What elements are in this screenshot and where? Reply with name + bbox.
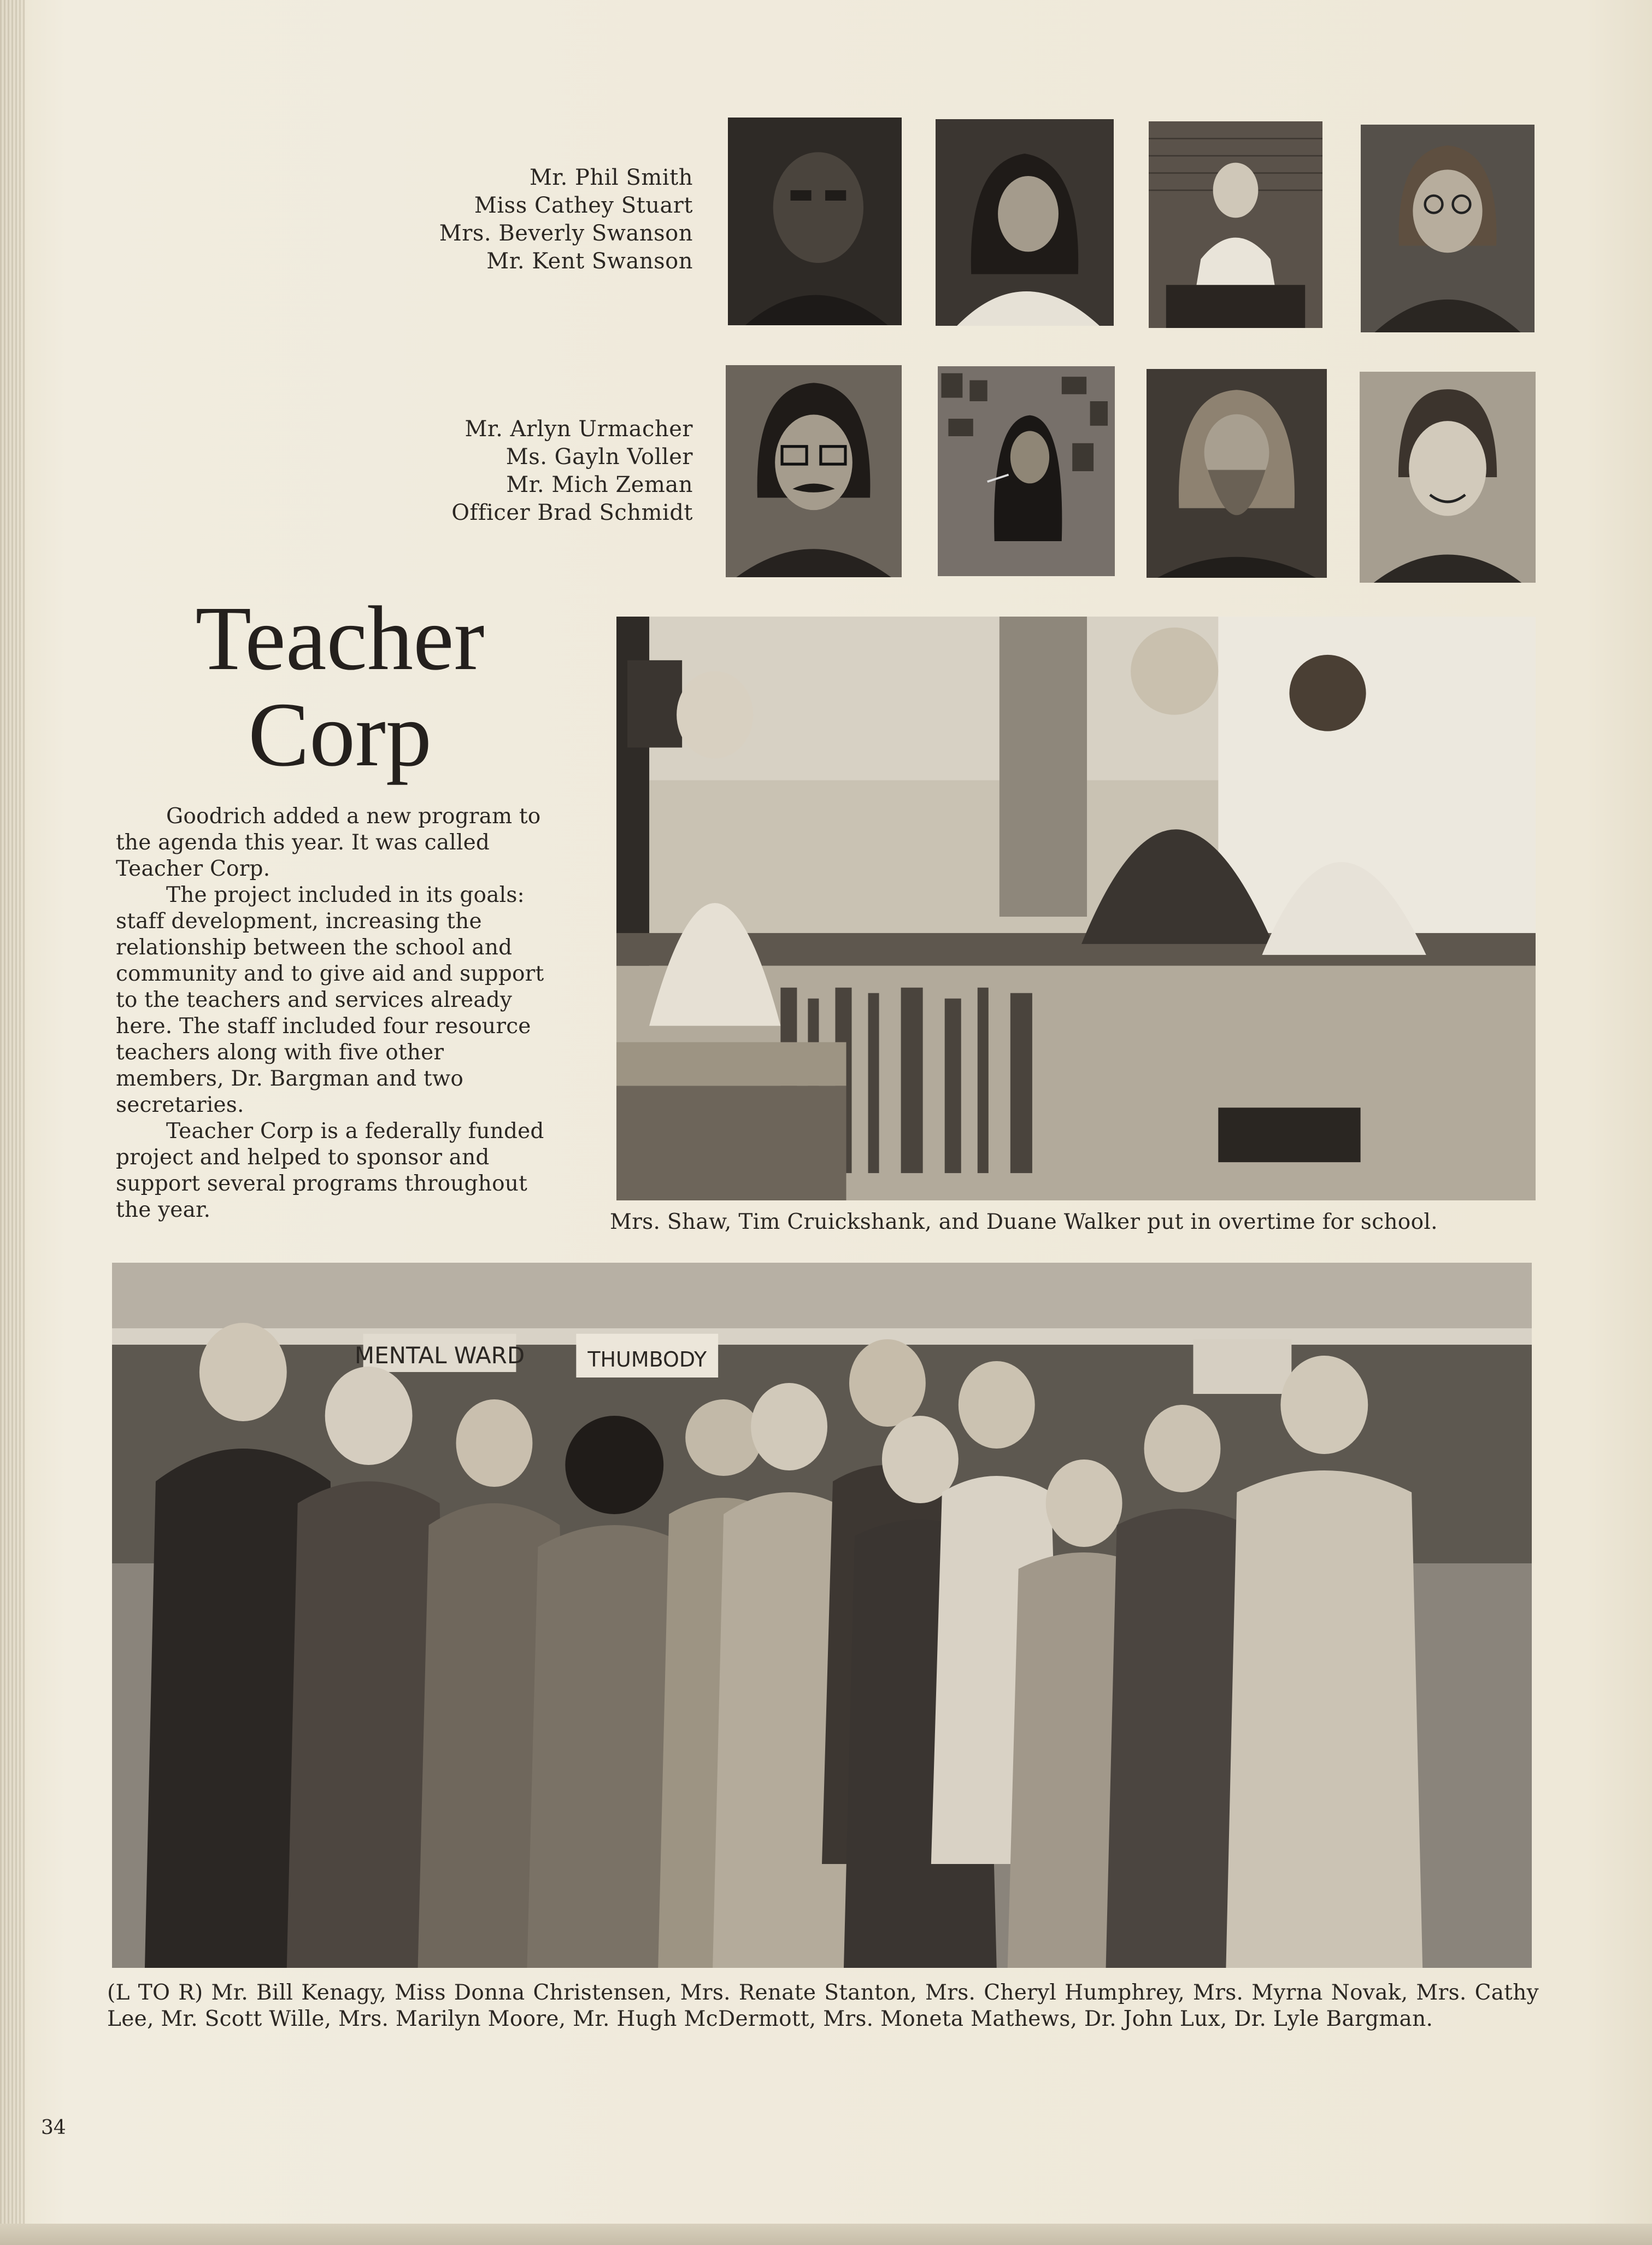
library-photo-caption: Mrs. Shaw, Tim Cruickshank, and Duane Walker put in overtime for school. bbox=[610, 1210, 1438, 1234]
group-photo-caption: (L TO R) Mr. Bill Kenagy, Miss Donna Christensen, Mrs. Renate Stanton, Mrs. Cheryl Humphrey, Mrs. Myrna Novak, Mrs. Cathy Lee, Mr. Scott Wille, Mrs. Marilyn Moore, Mr. Hugh McDermott, Mrs. Moneta Mathews, Dr. John Lux, Dr. Lyle Bargman. bbox=[107, 1980, 1539, 2031]
portrait-photo bbox=[1360, 372, 1536, 583]
staff-name: Miss Cathey Stuart bbox=[474, 193, 693, 218]
portrait-photo bbox=[1147, 369, 1327, 578]
article-paragraph: Teacher Corp is a federally funded project and helped to sponsor and support several programs throughout the year. bbox=[116, 1119, 544, 1222]
page-binding-edge bbox=[0, 0, 25, 2245]
staff-name: Mr. Arlyn Urmacher bbox=[465, 417, 693, 442]
staff-name: Mr. Phil Smith bbox=[529, 165, 693, 190]
sign-text-thumbody: THUMBODY bbox=[587, 1347, 707, 1372]
article-body bbox=[116, 804, 553, 1223]
staff-name: Mr. Mich Zeman bbox=[506, 472, 693, 497]
staff-names-row-2 bbox=[451, 415, 693, 527]
portrait-photo bbox=[1149, 121, 1322, 328]
staff-name: Officer Brad Schmidt bbox=[451, 500, 693, 525]
article-paragraph: The project included in its goals: staff development, increasing the relationship between the school and community and to give aid and support to the teachers and services already here. The staff included four resource teachers along with five other members, Dr. Bargman and two secretaries. bbox=[116, 883, 544, 1117]
staff-names-row-1 bbox=[439, 164, 693, 276]
portrait-photo bbox=[1361, 125, 1535, 332]
portrait-photo bbox=[726, 365, 902, 577]
staff-name: Ms. Gayln Voller bbox=[505, 444, 693, 470]
article-paragraph: Goodrich added a new program to the agenda this year. It was called Teacher Corp. bbox=[116, 804, 541, 881]
title-line: Corp bbox=[248, 684, 432, 786]
title-line: Teacher bbox=[195, 588, 485, 689]
portrait-photo bbox=[938, 366, 1115, 576]
article-title bbox=[160, 588, 520, 786]
portrait-photo bbox=[728, 118, 902, 325]
page-number: 34 bbox=[41, 2117, 66, 2139]
page-bottom-edge bbox=[0, 2224, 1652, 2245]
staff-name: Mr. Kent Swanson bbox=[486, 249, 693, 274]
portrait-photo bbox=[936, 119, 1114, 326]
staff-name: Mrs. Beverly Swanson bbox=[439, 221, 693, 246]
sign-text-mental-ward: MENTAL WARD bbox=[354, 1341, 525, 1369]
group-photo bbox=[112, 1263, 1532, 1968]
library-photo bbox=[616, 617, 1536, 1200]
